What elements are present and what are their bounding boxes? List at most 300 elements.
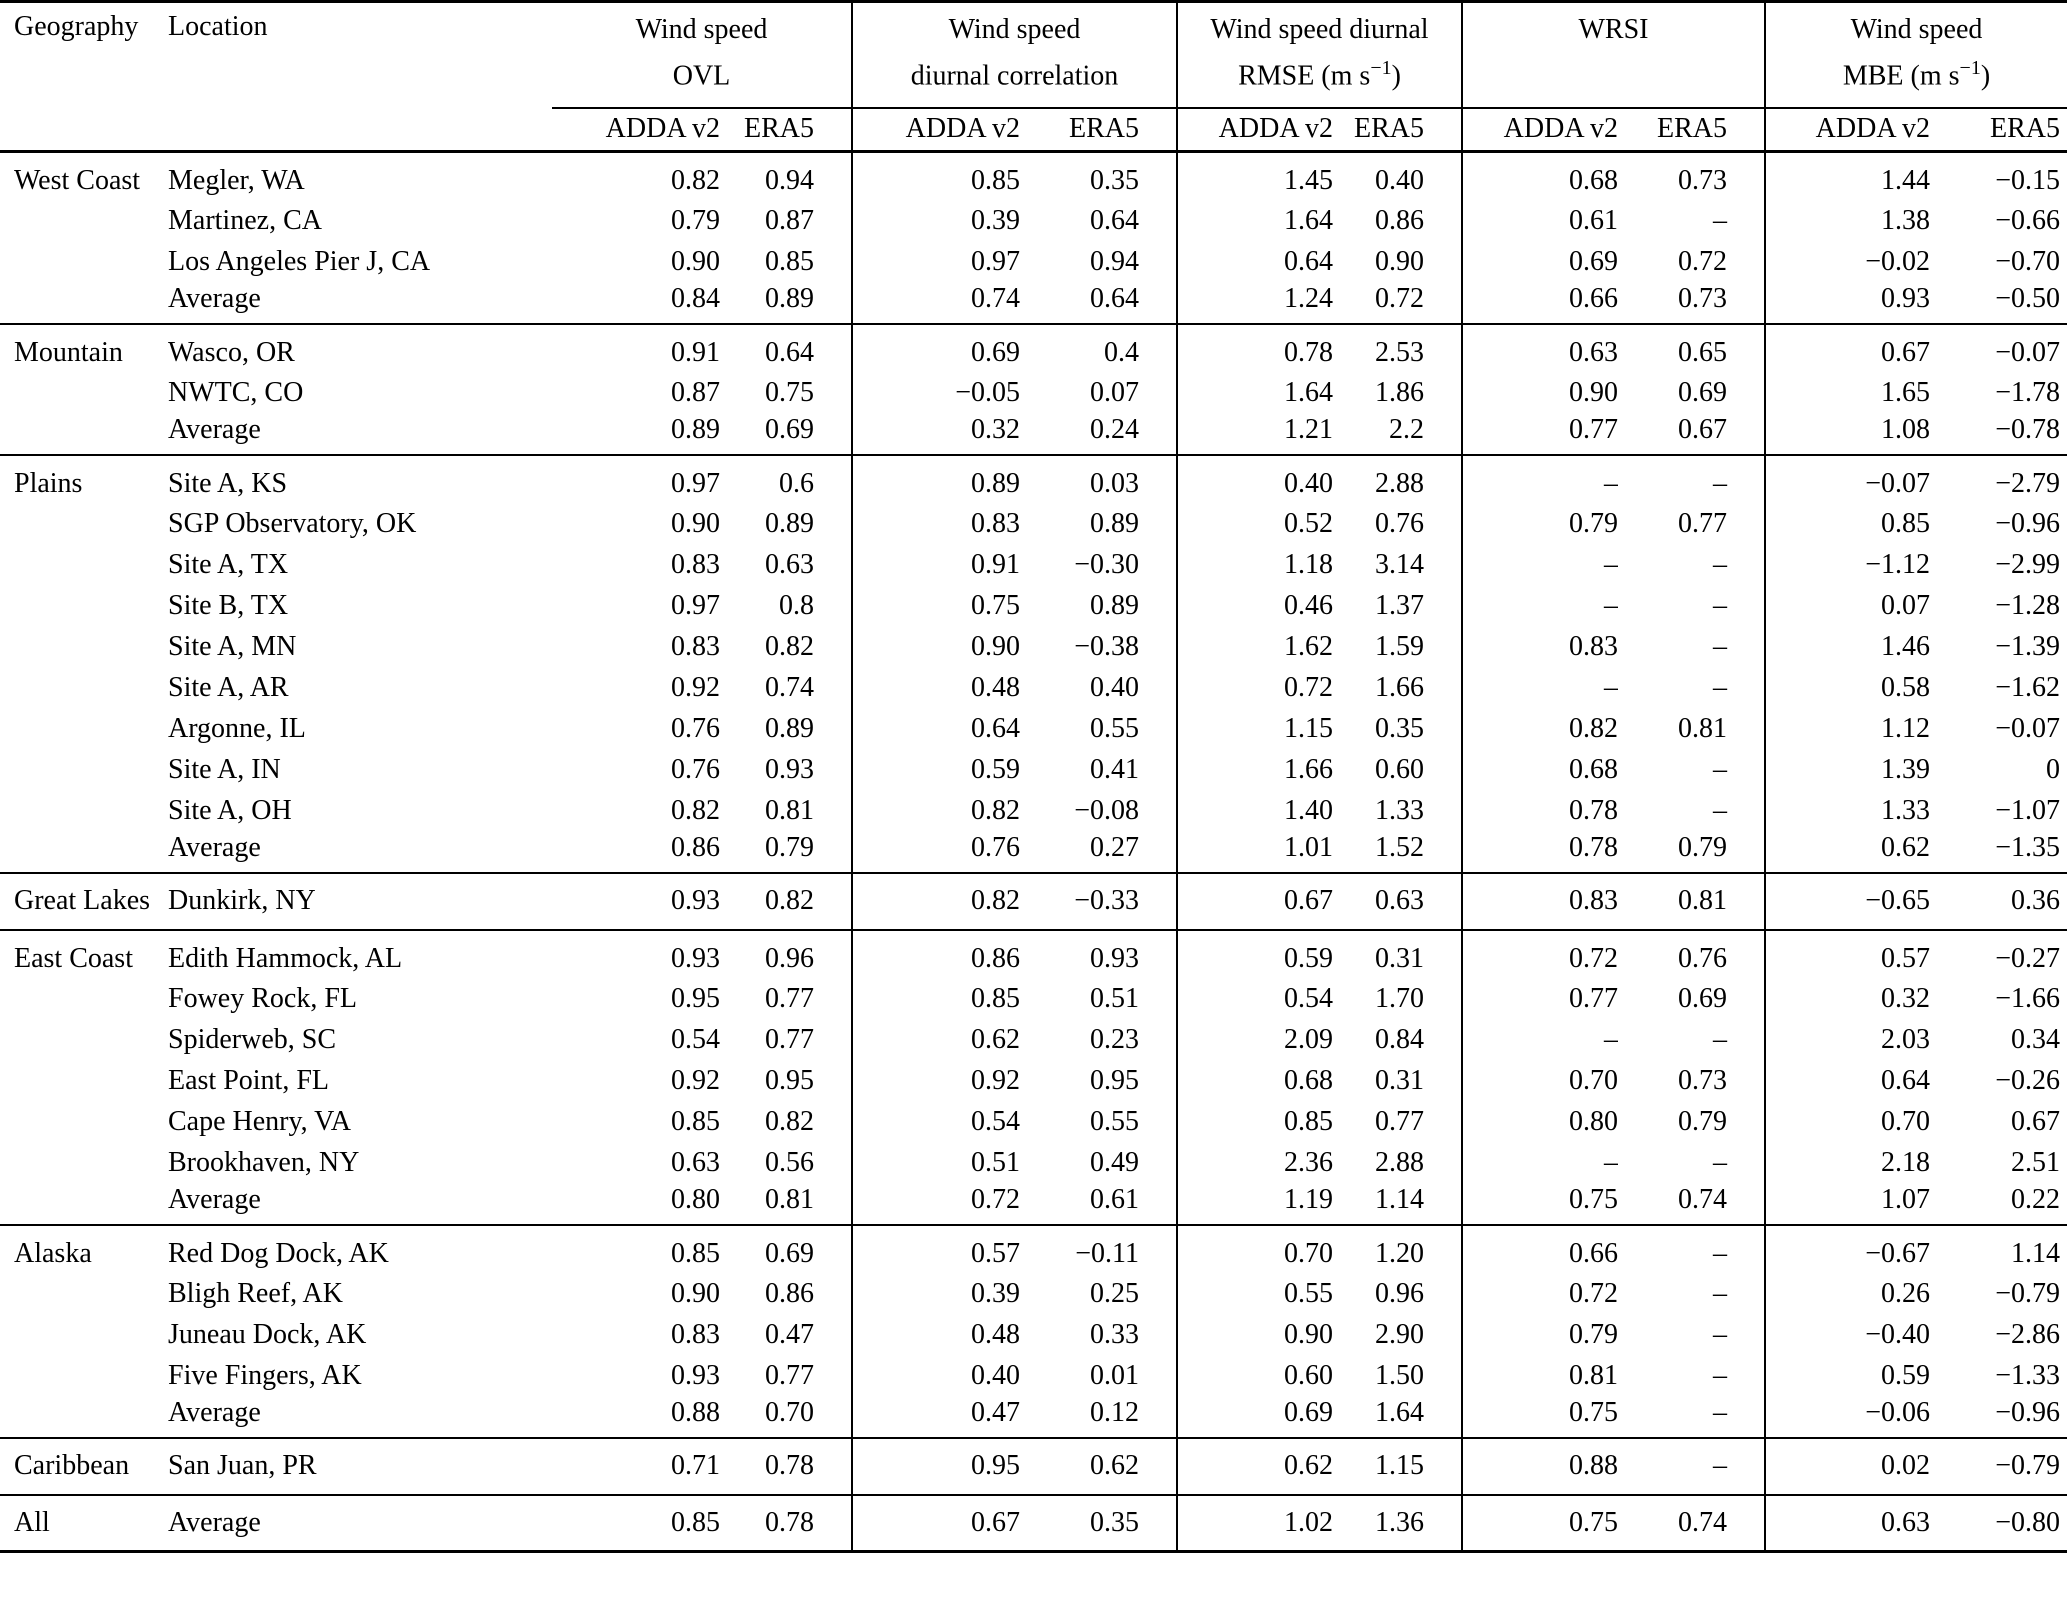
group-line1: Wind speed [635,14,768,45]
adda-v2-value-cell: – [1462,1143,1618,1184]
group-line1: Wind speed [1850,14,1983,45]
era5-value-cell: 0.82 [765,631,814,662]
adda-v2-value-cell: 0.63 [1462,324,1618,373]
adda-v2-value-cell: 0.86 [671,831,720,863]
era5-value-cell: 0.89 [765,713,814,744]
adda-v2-value-cell: 2.18 [1765,1143,1930,1184]
adda-v2-value-cell: 0.83 [671,1319,720,1350]
era5-value-cell: 0.86 [1375,205,1424,236]
location-cell: Wasco, OR [168,336,295,368]
location-cell: Five Fingers, AK [168,1360,362,1391]
adda-v2-value-cell: 0.48 [852,1315,1020,1356]
adda-v2-value-cell: 0.52 [1177,504,1333,545]
era5-value-cell: 0.82 [765,885,814,916]
group-line1: Wind speed [948,14,1081,45]
era5-value-cell: 0.8 [779,590,814,621]
era5-value-cell: 0.63 [1375,885,1424,916]
era5-value-cell: 0.79 [765,831,814,863]
location-cell: Site A, KS [168,467,288,499]
subheader-era5: ERA5 [1069,113,1139,145]
group-header-wind-speed-ovl [552,2,852,108]
era5-value-cell: 0.40 [1090,672,1139,703]
era5-value-cell: 0.25 [1090,1278,1139,1309]
table-section [0,1495,2067,1552]
location-cell: Site A, AR [168,672,289,703]
group-header-row [0,2,2067,108]
era5-value-cell: 0.35 [1090,164,1139,196]
table-row [0,1356,2067,1397]
adda-v2-value-cell: 1.02 [1177,1495,1333,1552]
era5-value-cell: – [1713,1237,1727,1269]
era5-value-cell: 0.74 [765,672,814,703]
adda-v2-value-cell: 0.90 [852,627,1020,668]
adda-v2-value-cell: 0.87 [671,377,720,408]
era5-value-cell: −0.11 [1075,1237,1139,1269]
group-line1: Wind speed diurnal [1210,14,1429,45]
era5-value-cell: 0.67 [1678,413,1727,445]
adda-v2-value-cell: 0.61 [1462,201,1618,242]
adda-v2-value-cell: 0.39 [852,1274,1020,1315]
table-row [0,242,2067,283]
era5-value-cell: – [1713,631,1727,662]
era5-value-cell: 1.50 [1375,1360,1424,1391]
group-line2: RMSE (m $s^{-1}$) [1238,57,1401,92]
era5-value-cell: −0.26 [1995,1065,2061,1096]
group-header-diurnal-rmse [1177,2,1462,108]
table-row [0,1225,2067,1274]
era5-value-cell: 0.31 [1375,942,1424,974]
era5-value-cell: 0.77 [1678,508,1727,539]
location-cell: Megler, WA [168,164,305,196]
era5-value-cell: −1.07 [1995,795,2061,826]
adda-v2-value-cell: 0.86 [852,930,1020,979]
adda-v2-value-cell: 1.62 [1177,627,1333,668]
adda-v2-value-cell: −0.07 [1765,455,1930,504]
adda-v2-value-cell: 1.19 [1177,1184,1333,1225]
table-row [0,373,2067,414]
adda-v2-value-cell: 0.88 [671,1396,720,1428]
location-cell: Argonne, IL [168,713,306,744]
era5-value-cell: 0 [2046,754,2061,785]
era5-value-cell: 1.52 [1375,831,1424,863]
adda-v2-value-cell: 0.85 [671,1237,720,1269]
adda-v2-value-cell: 0.55 [1177,1274,1333,1315]
geography-cell [0,1356,168,1397]
era5-value-cell: 2.51 [2011,1147,2061,1178]
adda-v2-value-cell: 0.64 [852,709,1020,750]
geography-cell [0,1143,168,1184]
adda-v2-value-cell: 0.93 [671,1360,720,1391]
adda-v2-value-cell: 0.62 [1177,1438,1333,1495]
era5-value-cell: 2.90 [1375,1319,1424,1350]
era5-value-cell: −0.78 [1995,413,2061,445]
adda-v2-value-cell: 0.76 [671,754,720,785]
adda-v2-value-cell: 0.07 [1765,586,1930,627]
era5-value-cell: 0.69 [1678,377,1727,408]
era5-value-cell: −0.07 [1995,713,2061,744]
adda-v2-value-cell: −0.06 [1765,1397,1930,1438]
geography-cell [0,1315,168,1356]
table-row [0,979,2067,1020]
adda-v2-value-cell: 1.66 [1177,750,1333,791]
subheader-adda-v2: ADDA v2 [605,113,720,145]
era5-value-cell: 0.55 [1090,1106,1139,1137]
adda-v2-value-cell: 0.59 [852,750,1020,791]
geography-cell [0,1397,168,1438]
group-line2: diurnal correlation [910,60,1119,92]
table-row [0,930,2067,979]
era5-value-cell: – [1713,1360,1727,1391]
adda-v2-value-cell: 2.03 [1765,1020,1930,1061]
location-cell: Martinez, CA [168,205,322,236]
adda-v2-value-cell: −1.12 [1765,545,1930,586]
adda-v2-value-cell: 0.68 [1177,1061,1333,1102]
adda-v2-value-cell: 0.75 [852,586,1020,627]
adda-v2-value-cell: 0.85 [1765,504,1930,545]
adda-v2-value-cell: 0.91 [852,545,1020,586]
location-cell: Spiderweb, SC [168,1024,336,1055]
table-row [0,283,2067,324]
adda-v2-value-cell: 0.67 [852,1495,1020,1552]
location-cell: Site A, TX [168,549,289,580]
era5-value-cell: 0.36 [2011,885,2061,916]
location-cell: Average [168,831,261,863]
location-cell: Red Dog Dock, AK [168,1237,389,1269]
era5-value-cell: – [1713,1319,1727,1350]
table-row [0,455,2067,504]
table-row [0,1102,2067,1143]
subheader-era5: ERA5 [1990,113,2061,145]
era5-value-cell: 0.89 [1090,590,1139,621]
era5-value-cell: 0.69 [765,1237,814,1269]
geography-cell: West Coast [14,164,141,196]
adda-v2-value-cell: 1.18 [1177,545,1333,586]
adda-v2-value-cell: 0.95 [671,983,720,1014]
era5-value-cell: 0.94 [1090,246,1139,277]
adda-v2-value-cell: 1.38 [1765,201,1930,242]
adda-v2-value-cell: 0.63 [1765,1495,1930,1552]
table-row [0,324,2067,373]
adda-v2-value-cell: 0.72 [1177,668,1333,709]
adda-v2-value-cell: 1.45 [1177,152,1333,201]
adda-v2-value-cell: 0.69 [1177,1397,1333,1438]
adda-v2-value-cell: 0.81 [1462,1356,1618,1397]
adda-v2-value-cell: 0.32 [1765,979,1930,1020]
adda-v2-value-cell: 0.62 [852,1020,1020,1061]
era5-value-cell: 0.65 [1678,336,1727,368]
geography-cell [0,545,168,586]
adda-v2-value-cell: 0.02 [1765,1438,1930,1495]
geography-cell [0,242,168,283]
group-header-wrsi [1462,2,1765,108]
adda-v2-value-cell: 0.90 [1177,1315,1333,1356]
table-header [0,2,2067,152]
adda-v2-value-cell: 0.78 [1462,832,1618,873]
era5-value-cell: 0.84 [1375,1024,1424,1055]
adda-v2-value-cell: 0.85 [852,152,1020,201]
table-row [0,545,2067,586]
era5-value-cell: −1.35 [1995,831,2061,863]
era5-value-cell: 0.6 [779,467,814,499]
adda-v2-value-cell: 0.26 [1765,1274,1930,1315]
adda-v2-value-cell: 0.54 [671,1024,720,1055]
table-row [0,1495,2067,1552]
era5-value-cell: −0.96 [1995,1396,2061,1428]
table-row [0,1315,2067,1356]
era5-value-cell: 3.14 [1375,549,1424,580]
adda-v2-value-cell: 1.44 [1765,152,1930,201]
era5-value-cell: 0.03 [1090,467,1139,499]
era5-value-cell: −1.78 [1995,377,2061,408]
adda-v2-value-cell: – [1462,545,1618,586]
geography-cell [0,750,168,791]
era5-value-cell: – [1713,467,1727,499]
subheader-adda-v2: ADDA v2 [852,108,1020,152]
table-row [0,1438,2067,1495]
location-cell: Brookhaven, NY [168,1147,360,1178]
location-cell: East Point, FL [168,1065,330,1096]
adda-v2-value-cell: 0.54 [1177,979,1333,1020]
era5-value-cell: 0.77 [765,1360,814,1391]
era5-value-cell: 0.77 [765,1024,814,1055]
adda-v2-value-cell: 0.83 [1462,627,1618,668]
adda-v2-value-cell: 1.64 [1177,201,1333,242]
era5-value-cell: 1.14 [1375,1183,1424,1215]
subheader-adda-v2: ADDA v2 [1765,108,1930,152]
adda-v2-value-cell: 0.84 [671,282,720,314]
adda-v2-value-cell: 0.78 [1462,791,1618,832]
adda-v2-value-cell: 0.83 [1462,873,1618,930]
geography-column-header: Geography [14,11,139,42]
era5-value-cell: 0.49 [1090,1147,1139,1178]
era5-value-cell: 2.88 [1375,467,1424,499]
era5-value-cell: 0.23 [1090,1024,1139,1055]
adda-v2-value-cell: 0.97 [671,590,720,621]
adda-v2-value-cell: 0.68 [1462,152,1618,201]
era5-value-cell: 1.59 [1375,631,1424,662]
table-row [0,1184,2067,1225]
table-section [0,873,2067,930]
adda-v2-value-cell: 0.89 [671,413,720,445]
geography-cell: Caribbean [14,1450,130,1481]
era5-value-cell: −1.33 [1995,1360,2061,1391]
era5-value-cell: −0.08 [1074,795,1139,826]
era5-value-cell: 0.76 [1375,508,1424,539]
location-cell: Average [168,1183,261,1215]
geography-cell: Plains [14,467,83,499]
adda-v2-value-cell: 0.82 [671,795,720,826]
adda-v2-value-cell: 0.97 [852,242,1020,283]
era5-value-cell: 0.75 [765,377,814,408]
era5-value-cell: −0.79 [1995,1278,2061,1309]
era5-value-cell: 0.78 [765,1506,814,1538]
adda-v2-value-cell: 0.82 [671,164,720,196]
era5-value-cell: −0.50 [1995,282,2061,314]
location-cell: Juneau Dock, AK [168,1319,367,1350]
location-cell: Average [168,282,261,314]
era5-value-cell: −1.39 [1995,631,2061,662]
adda-v2-value-cell: 1.12 [1765,709,1930,750]
location-cell: Site B, TX [168,590,289,621]
subheader-adda-v2: ADDA v2 [1177,108,1333,152]
era5-value-cell: 0.31 [1375,1065,1424,1096]
group-line2: MBE (m $s^{-1}$) [1842,57,1991,92]
adda-v2-value-cell: 0.89 [852,455,1020,504]
era5-value-cell: 0.34 [2011,1024,2061,1055]
era5-value-cell: −0.96 [1995,508,2061,539]
geography-cell: East Coast [14,942,133,974]
geography-cell [0,979,168,1020]
era5-value-cell: 0.41 [1090,754,1139,785]
era5-value-cell: −0.15 [1995,164,2061,196]
era5-value-cell: – [1713,1024,1727,1055]
era5-value-cell: 0.89 [765,508,814,539]
adda-v2-value-cell: 1.15 [1177,709,1333,750]
era5-value-cell: 0.70 [765,1396,814,1428]
era5-value-cell: 0.24 [1090,413,1139,445]
adda-v2-value-cell: 0.79 [1462,504,1618,545]
era5-value-cell: 0.61 [1090,1183,1139,1215]
adda-v2-value-cell: 0.82 [1462,709,1618,750]
adda-v2-value-cell: 0.58 [1765,668,1930,709]
geography-cell [0,1061,168,1102]
table-row [0,1020,2067,1061]
adda-v2-value-cell: 0.51 [852,1143,1020,1184]
adda-v2-value-cell: 1.33 [1765,791,1930,832]
era5-value-cell: −1.62 [1995,672,2061,703]
adda-v2-value-cell: 0.32 [852,414,1020,455]
adda-v2-value-cell: – [1462,586,1618,627]
geography-cell [0,504,168,545]
adda-v2-value-cell: 0.70 [1462,1061,1618,1102]
era5-value-cell: 0.40 [1375,164,1424,196]
adda-v2-value-cell: 0.91 [671,336,720,368]
era5-value-cell: −2.86 [1995,1319,2061,1350]
location-cell: Site A, IN [168,754,281,785]
era5-value-cell: – [1713,205,1727,236]
table-row [0,201,2067,242]
adda-v2-value-cell: 0.63 [671,1147,720,1178]
geography-cell [0,586,168,627]
group-header-diurnal-correlation [852,2,1177,108]
group-line1: WRSI [1578,14,1649,45]
geography-cell [0,1102,168,1143]
era5-value-cell: 0.79 [1678,831,1727,863]
table-row [0,1143,2067,1184]
adda-v2-value-cell: 0.57 [1765,930,1930,979]
era5-value-cell: 2.2 [1389,413,1424,445]
era5-value-cell: 0.96 [1375,1278,1424,1309]
era5-value-cell: – [1713,1278,1727,1309]
location-cell: Site A, MN [168,631,297,662]
table-section [0,1438,2067,1495]
era5-value-cell: 0.73 [1678,164,1727,196]
geography-cell [0,373,168,414]
adda-v2-value-cell: 0.71 [671,1450,720,1481]
adda-v2-value-cell: 0.90 [671,508,720,539]
adda-v2-value-cell: 0.67 [1177,873,1333,930]
adda-v2-value-cell: 1.39 [1765,750,1930,791]
era5-value-cell: −1.66 [1995,983,2061,1014]
era5-value-cell: −1.28 [1995,590,2061,621]
adda-v2-value-cell: 0.82 [852,791,1020,832]
table-row [0,504,2067,545]
era5-value-cell: – [1713,795,1727,826]
group-header-mbe [1765,2,2067,108]
location-cell: Average [168,1506,261,1538]
era5-value-cell: 0.81 [765,795,814,826]
era5-value-cell: 0.77 [765,983,814,1014]
era5-value-cell: −0.80 [1995,1506,2061,1538]
adda-v2-value-cell: −0.67 [1765,1225,1930,1274]
era5-value-cell: 0.77 [1375,1106,1424,1137]
location-cell: SGP Observatory, OK [168,508,417,539]
adda-v2-value-cell: 0.72 [1462,1274,1618,1315]
era5-value-cell: 0.89 [1090,508,1139,539]
adda-v2-value-cell: 0.70 [1765,1102,1930,1143]
era5-value-cell: 1.66 [1375,672,1424,703]
adda-v2-value-cell: 0.83 [671,549,720,580]
location-cell: San Juan, PR [168,1450,317,1481]
table-row [0,1061,2067,1102]
adda-v2-value-cell: 0.85 [1177,1102,1333,1143]
adda-v2-value-cell: – [1462,668,1618,709]
era5-value-cell: 0.47 [765,1319,814,1350]
era5-value-cell: 0.56 [765,1147,814,1178]
adda-v2-value-cell: 0.72 [1462,930,1618,979]
adda-v2-value-cell: 0.93 [671,942,720,974]
adda-v2-value-cell: 0.70 [1177,1225,1333,1274]
adda-v2-value-cell: 0.46 [1177,586,1333,627]
adda-v2-value-cell: 0.90 [1462,373,1618,414]
era5-value-cell: −0.27 [1995,942,2061,974]
era5-value-cell: – [1713,590,1727,621]
group-line2: OVL [672,60,731,92]
adda-v2-value-cell: 0.90 [671,1278,720,1309]
era5-value-cell: 0.33 [1090,1319,1139,1350]
adda-v2-value-cell: 0.93 [671,885,720,916]
era5-value-cell: 0.89 [765,282,814,314]
table-row [0,627,2067,668]
adda-v2-value-cell: 0.75 [1462,1397,1618,1438]
era5-value-cell: – [1713,1450,1727,1481]
adda-v2-value-cell: −0.02 [1765,242,1930,283]
era5-value-cell: 1.36 [1375,1506,1424,1538]
subheader-era5: ERA5 [1354,113,1424,145]
adda-v2-value-cell: 0.83 [671,631,720,662]
era5-value-cell: 0.81 [1678,885,1727,916]
era5-value-cell: 0.69 [765,413,814,445]
adda-v2-value-cell: 0.69 [1462,242,1618,283]
table-row [0,750,2067,791]
adda-v2-value-cell: 0.47 [852,1397,1020,1438]
adda-v2-value-cell: 0.97 [671,467,720,499]
geography-cell [0,1184,168,1225]
adda-v2-value-cell: 0.83 [852,504,1020,545]
geography-cell: All [14,1506,50,1538]
adda-v2-value-cell: 0.90 [671,246,720,277]
adda-v2-value-cell: 0.67 [1765,324,1930,373]
geography-cell [0,1020,168,1061]
location-cell: NWTC, CO [168,377,304,408]
era5-value-cell: – [1713,549,1727,580]
era5-value-cell: −2.79 [1995,467,2061,499]
adda-v2-value-cell: 0.95 [852,1438,1020,1495]
adda-v2-value-cell: 0.92 [852,1061,1020,1102]
table-section [0,152,2067,324]
adda-v2-value-cell: −0.40 [1765,1315,1930,1356]
table-row [0,709,2067,750]
